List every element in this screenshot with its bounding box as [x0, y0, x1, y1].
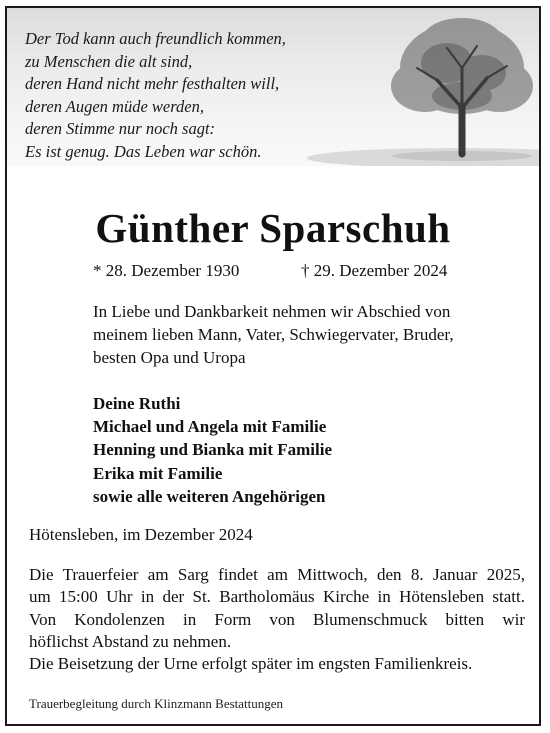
service-line: Die Trauerfeier am Sarg findet am Mittwoch, den 8. Januar 2025, — [29, 565, 525, 584]
family-member: Michael und Angela mit Familie — [93, 417, 327, 437]
poem-line: Es ist genug. Das Leben war schön. — [25, 141, 262, 161]
family-member: Henning und Bianka mit Familie — [93, 440, 332, 460]
footer-credit: Trauerbegleitung durch Klinzmann Bestattungen — [29, 696, 284, 711]
death-date: † 29. Dezember 2024 — [301, 261, 448, 280]
farewell-line: meinem lieben Mann, Vater, Schwiegervater, Bruder, — [93, 325, 454, 344]
family-member: sowie alle weiteren Angehörigen — [93, 486, 326, 506]
poem-line: Der Tod kann auch freundlich kommen, — [25, 29, 286, 48]
poem-line: deren Hand nicht mehr festhalten will, — [25, 74, 280, 94]
farewell-line: besten Opa und Uropa — [93, 348, 246, 367]
service-line: höflichst Abstand zu nehmen. — [29, 631, 232, 651]
place-date: Hötensleben, im Dezember 2024 — [29, 525, 253, 544]
deceased-name: Günther Sparschuh — [95, 205, 451, 251]
header-banner — [7, 8, 539, 166]
service-line: Von Kondolenzen in Form von Blumenschmuck bitten wir — [29, 609, 525, 629]
poem — [25, 28, 286, 164]
poem-line: zu Menschen die alt sind, — [25, 51, 193, 71]
family-member: Deine Ruthi — [93, 394, 181, 413]
service-line: Die Beisetzung der Urne erfolgt später im engsten Familienkreis. — [29, 654, 473, 674]
service-info — [29, 564, 525, 675]
birth-date: * 28. Dezember 1930 — [93, 261, 240, 280]
service-line: um 15:00 Uhr in der St. Bartholomäus Kirche in Hötensleben statt. — [29, 587, 525, 607]
farewell-line: In Liebe und Dankbarkeit nehmen wir Abschied von — [93, 302, 451, 321]
poem-line: deren Stimme nur noch sagt: — [25, 119, 216, 139]
obituary-frame — [5, 6, 541, 726]
poem-line: deren Augen müde werden, — [25, 96, 205, 116]
farewell-text — [93, 300, 533, 369]
family-member: Erika mit Familie — [93, 463, 223, 483]
family-list — [93, 392, 332, 508]
